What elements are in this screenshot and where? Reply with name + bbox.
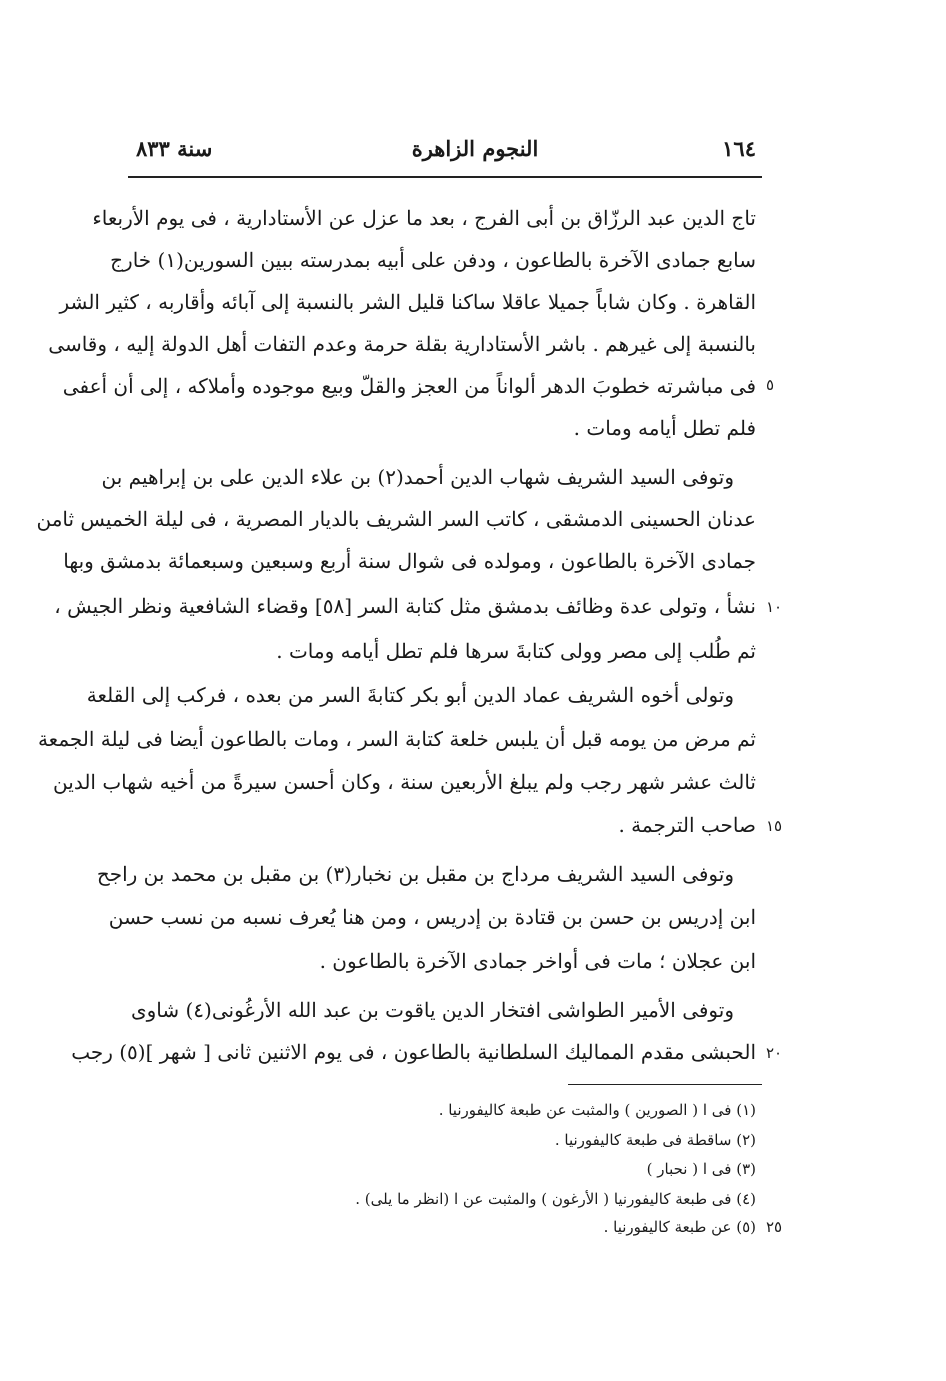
text-line-18: ابن عجلان ؛ مات فى أواخر جمادى الآخرة بالطاعون . xyxy=(319,949,756,973)
line-marker-10: ١٠ xyxy=(766,598,783,616)
line-marker-5: ٥ xyxy=(766,376,775,394)
text-line-3: القاهرة . وكان شاباً جميلا عاقلا ساكنا قليل الشر بالنسبة إلى آبائه وأقاربه ، كثير الشر xyxy=(59,290,756,314)
text-line-13: ثم مرض من يومه قبل أن يلبس خلعة كتابة السر ، ومات بالطاعون أيضا فى ليلة الجمعة xyxy=(37,727,756,751)
text-line-19: وتوفى الأمير الطواشى افتخار الدين ياقوت بن عبد الله الأرغُونى(٤) شاوى xyxy=(130,998,734,1022)
footnote-2: (٢) ساقطة فى طبعة كاليفورنيا . xyxy=(554,1131,756,1149)
text-line-1: تاج الدين عبد الرزّاق بن أبى الفرج ، بعد ما عزل عن الأستادارية ، فى يوم الأربعاء xyxy=(92,206,756,230)
footnote-3: (٣) فى ا ( نحبار ) xyxy=(646,1160,756,1178)
text-line-15: صاحب الترجمة . xyxy=(618,813,756,837)
header-year: سنة ٨٣٣ xyxy=(136,136,213,161)
text-line-16: وتوفى السيد الشريف مرداج بن مقبل بن نخبار(٣) بن مقبل بن محمد بن راجح xyxy=(96,862,734,886)
text-line-12: وتولى أخوه الشريف عماد الدين أبو بكر كتابةَ السر من بعده ، فركب إلى القلعة xyxy=(86,683,734,707)
footnote-divider xyxy=(568,1084,762,1085)
text-line-17: ابن إدريس بن حسن بن قتادة بن إدريس ، ومن هنا يُعرف نسبه من نسب حسن xyxy=(108,905,756,929)
text-line-4: بالنسبة إلى غيرهم . باشر الأستادارية بقلة حرمة وعدم التفات أهل الدولة إليه ، وقاسى xyxy=(48,332,756,356)
line-marker-20: ٢٠ xyxy=(766,1044,783,1062)
text-line-10: نشأ ، وتولى عدة وظائف بدمشق مثل كتابة السر [٥٨] وقضاء الشافعية ونظر الجيش ، xyxy=(54,594,756,618)
text-line-6: فلم تطل أيامه ومات . xyxy=(573,416,756,440)
footnote-5: (٥) عن طبعة كاليفورنيا . xyxy=(603,1218,756,1236)
footnote-1: (١) فى ا ( الصورين ) والمثبت عن طبعة كاليفورنيا . xyxy=(438,1101,756,1119)
text-line-14: ثالث عشر شهر رجب ولم يبلغ الأربعين سنة ، وكان أحسن سيرةً من أخيه شهاب الدين xyxy=(53,770,756,794)
text-line-7: وتوفى السيد الشريف شهاب الدين أحمد(٢) بن علاء الدين على بن إبراهيم بن xyxy=(101,465,734,489)
text-line-9: جمادى الآخرة بالطاعون ، ومولده فى شوال سنة أربع وسبعين وسبعمائة بدمشق وبها xyxy=(63,549,756,573)
header-divider xyxy=(128,176,762,178)
text-line-2: سابع جمادى الآخرة بالطاعون ، ودفن على أبيه بمدرسته ببين السورين(١) خارج xyxy=(110,248,756,272)
line-marker-25: ٢٥ xyxy=(766,1218,783,1236)
text-line-5: فى مباشرته خطوبَ الدهر ألواناً من العجز والقلّ وبيع موجوده وأملاكه ، إلى أن أعفى xyxy=(62,374,756,398)
line-marker-15: ١٥ xyxy=(766,817,783,835)
text-line-11: ثم طُلب إلى مصر وولى كتابةَ سرها فلم تطل أيامه ومات . xyxy=(276,639,756,663)
header-book-title: النجوم الزاهرة xyxy=(411,136,539,161)
text-line-8: عدنان الحسينى الدمشقى ، كاتب السر الشريف بالديار المصرية ، فى ليلة الخميس ثامن xyxy=(36,507,756,531)
header-page-number: ١٦٤ xyxy=(722,136,756,161)
footnote-4: (٤) فى طبعة كاليفورنيا ( الأرغون ) والمثبت عن ا (انظر ما يلى) . xyxy=(355,1190,756,1208)
text-line-20: الحبشى مقدم المماليك السلطانية بالطاعون ، فى يوم الاثنين ثانى [ شهر ](٥) رجب xyxy=(71,1040,756,1064)
